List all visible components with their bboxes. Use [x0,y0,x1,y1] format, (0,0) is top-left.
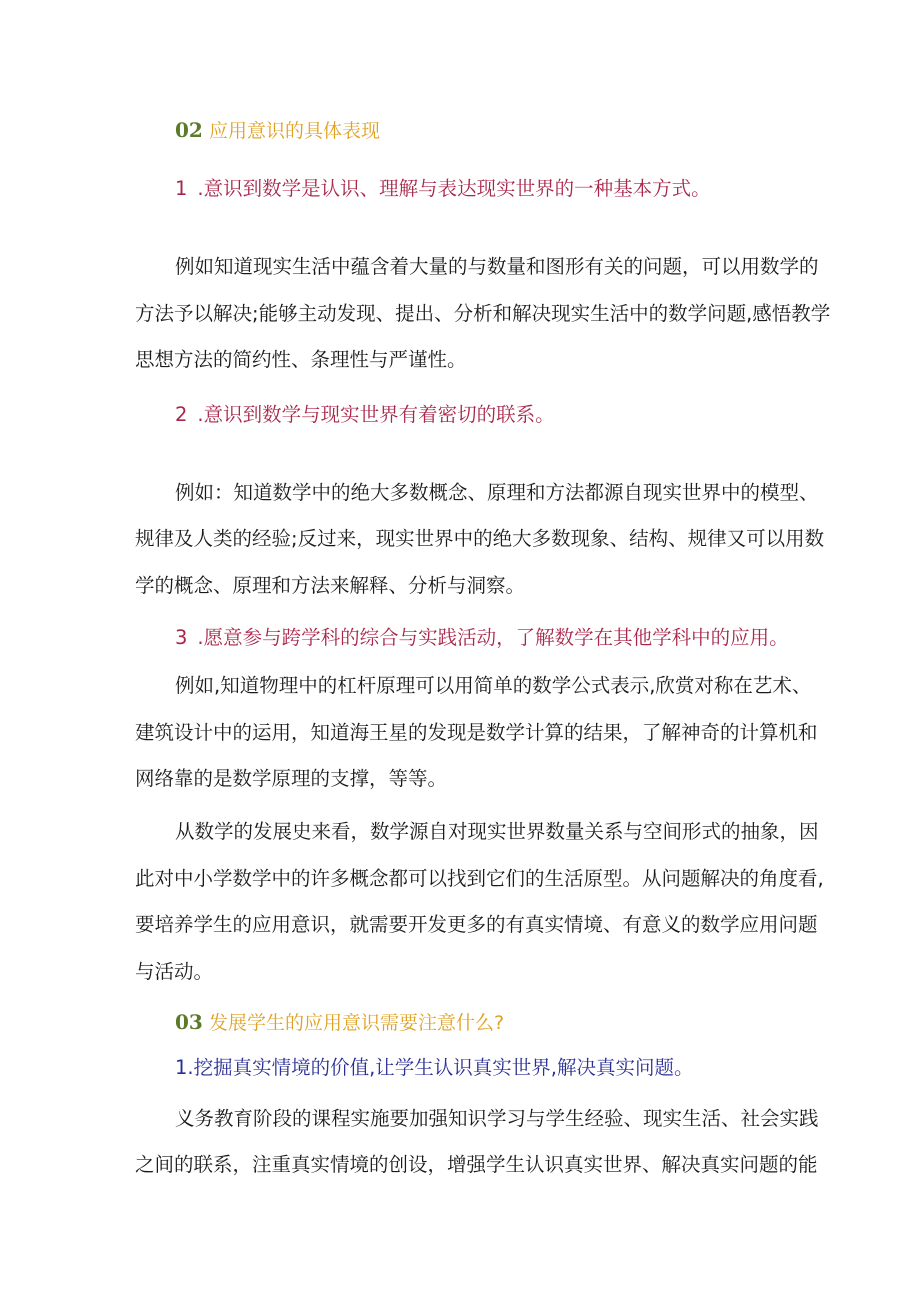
item-heading [175,403,555,427]
section-title: 应用意识的具体表现 [209,120,381,142]
paragraph-line: 网络靠的是数学原理的支撑，等等。 [135,767,448,790]
paragraph-line: 思想方法的简约性、条理性与严谨性。 [135,348,467,371]
item-heading [175,626,789,650]
paragraph-line: 义务教育阶段的课程实施要加强知识学习与学生经验、现实生活、社会实践 [175,1107,819,1130]
item-number: 1 [175,177,188,200]
section-number: 03 [175,1010,203,1034]
paragraph-line: 要培养学生的应用意识，就需要开发更多的有真实情境、有意义的数学应用问题 [135,913,818,936]
paragraph-line: 方法予以解决;能够主动发现、提出、分析和解决现实生活中的数学问题,感悟教学 [135,302,831,325]
paragraph-line: 之间的联系，注重真实情境的创设，增强学生认识真实世界、解决真实问题的能 [135,1153,818,1176]
paragraph-line: 例如知道现实生活中蕴含着大量的与数量和图形有关的问题，可以用数学的 [175,255,819,278]
paragraph-line: 从数学的发展史来看，数学源自对现实世界数量关系与空间形式的抽象，因 [175,820,819,843]
item-number: 2 [175,403,188,426]
item-number: 3 [175,626,188,649]
section-heading [175,1010,504,1035]
section-title: 发展学生的应用意识需要注意什么? [209,1012,505,1034]
paragraph-line: 建筑设计中的运用，知道海王星的发现是数学计算的结果，了解神奇的计算机和 [135,721,818,744]
paragraph-line: 此对中小学数学中的许多概念都可以找到它们的生活原型。从问题解决的角度看, [135,867,824,890]
item-heading-text: .愿意参与跨学科的综合与实践活动，了解数学在其他学科中的应用。 [197,626,789,649]
paragraph-line: 与活动。 [135,960,214,983]
section-heading [175,118,380,143]
paragraph-line: 例如,知道物理中的杠杆原理可以用简单的数学公式表示,欣赏对称在艺术、 [175,674,812,697]
item-heading: 1.挖掘真实情境的价值,让学生认识真实世界,解决真实问题。 [175,1056,694,1079]
item-heading-text: .意识到数学是认识、理解与表达现实世界的一种基本方式。 [197,177,711,200]
paragraph-line: 例如：知道数学中的绝大多数概念、原理和方法都源自现实世界中的模型、 [175,481,819,504]
item-heading-text: .意识到数学与现实世界有着密切的联系。 [197,403,555,426]
paragraph-line: 规律及人类的经验;反过来，现实世界中的绝大多数现象、结构、规律又可以用数 [135,527,825,550]
section-number: 02 [175,118,203,142]
paragraph-line: 学的概念、原理和方法来解释、分析与洞察。 [135,574,526,597]
item-heading [175,177,711,201]
